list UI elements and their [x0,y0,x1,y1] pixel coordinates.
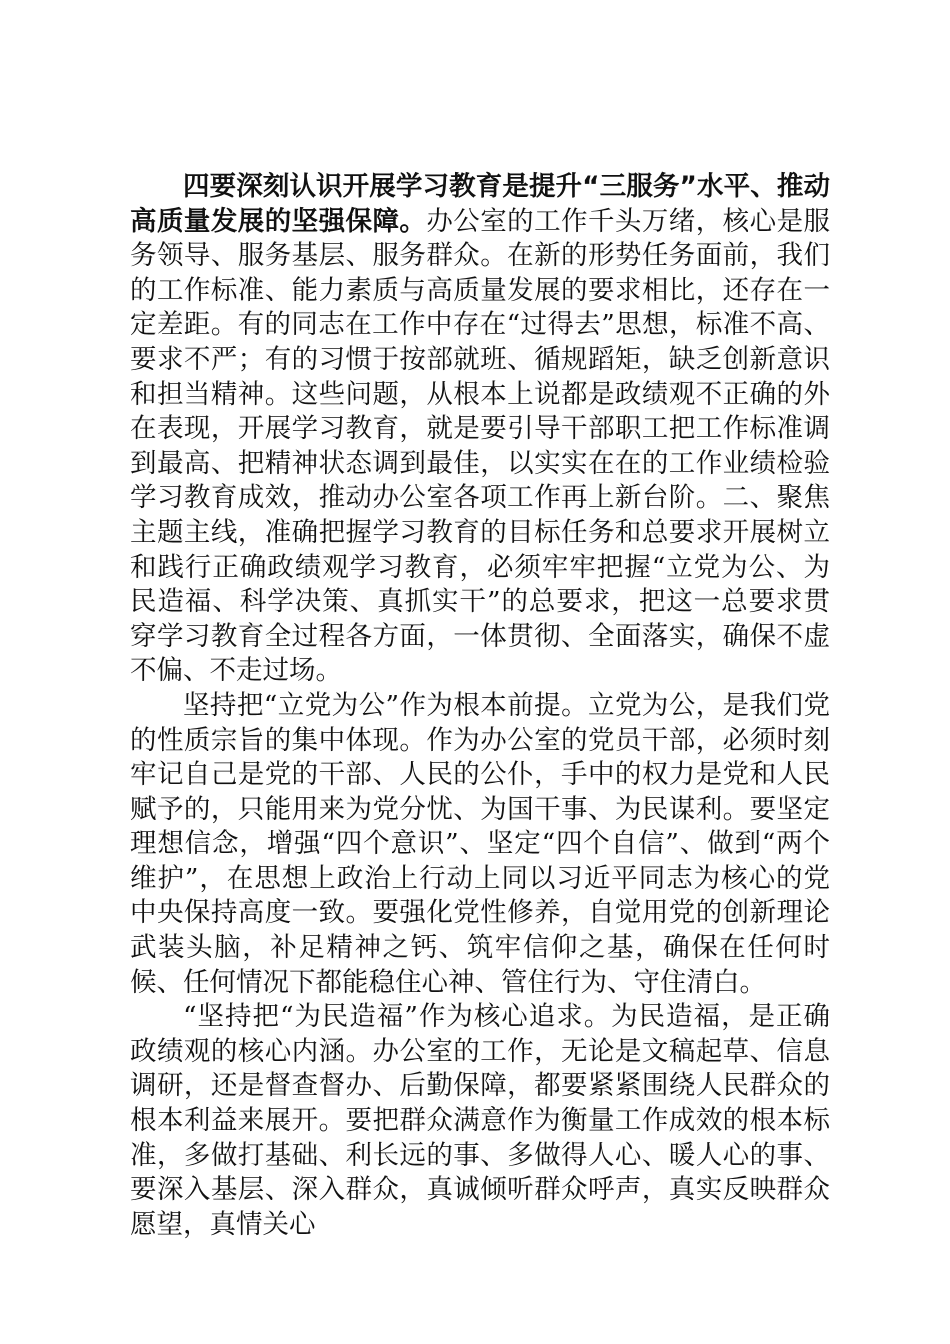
paragraph-1-heading: 四要深刻认识开展学习教育是提升“三服务”水平、推动高质量发展的坚强保障。 [130,171,830,237]
paragraph-3-text: “坚持把“为民造福”作为核心追求。为民造福，是正确政绩观的核心内涵。办公室的工作，无论是文稿起草、信息调研，还是督查督办、后勤保障，都要紧紧围绕人民群众的根本利益来展开。要把群众满意作为衡量工作成效的根本标准，多做打基础、利长远的事、多做得人心、暖人心的事、要深入基层、深入群众，真诚倾听群众呼声，真实反映群众愿望，真情关心 [130,1001,830,1240]
paragraph-1 [130,170,830,689]
paragraph-3 [130,1000,830,1242]
paragraph-2-text: 坚持把“立党为公”作为根本前提。立党为公，是我们党的性质宗旨的集中体现。作为办公室的党员干部，必须时刻牢记自己是党的干部、人民的公仆，手中的权力是党和人民赋予的，只能用来为党分忧、为国干事、为民谋利。要坚定理想信念，增强“四个意识”、坚定“四个自信”、做到“两个维护”，在思想上政治上行动上同以习近平同志为核心的党中央保持高度一致。要强化党性修养，自觉用党的创新理论武装头脑，补足精神之钙、筑牢信仰之基，确保在任何时候、任何情况下都能稳住心神、管住行为、守住清白。 [130,689,830,998]
document-body [130,170,830,1242]
paragraph-1-text: 办公室的工作千头万绪，核心是服务领导、服务基层、服务群众。在新的形势任务面前，我们的工作标准、能力素质与高质量发展的要求相比，还存在一定差距。有的同志在工作中存在“过得去”思想，标准不高、要求不严；有的习惯于按部就班、循规蹈矩，缺乏创新意识和担当精神。这些问题，从根本上说都是政绩观不正确的外在表现，开展学习教育，就是要引导干部职工把工作标准调到最高、把精神状态调到最佳，以实实在在的工作业绩检验学习教育成效，推动办公室各项工作再上新台阶。二、聚焦主题主线，准确把握学习教育的目标任务和总要求开展树立和践行正确政绩观学习教育，必须牢牢把握“立党为公、为民造福、科学决策、真抓实干”的总要求，把这一总要求贯穿学习教育全过程各方面，一体贯彻、全面落实，确保不虚不偏、不走过场。 [130,205,831,687]
paragraph-2 [130,689,830,1000]
